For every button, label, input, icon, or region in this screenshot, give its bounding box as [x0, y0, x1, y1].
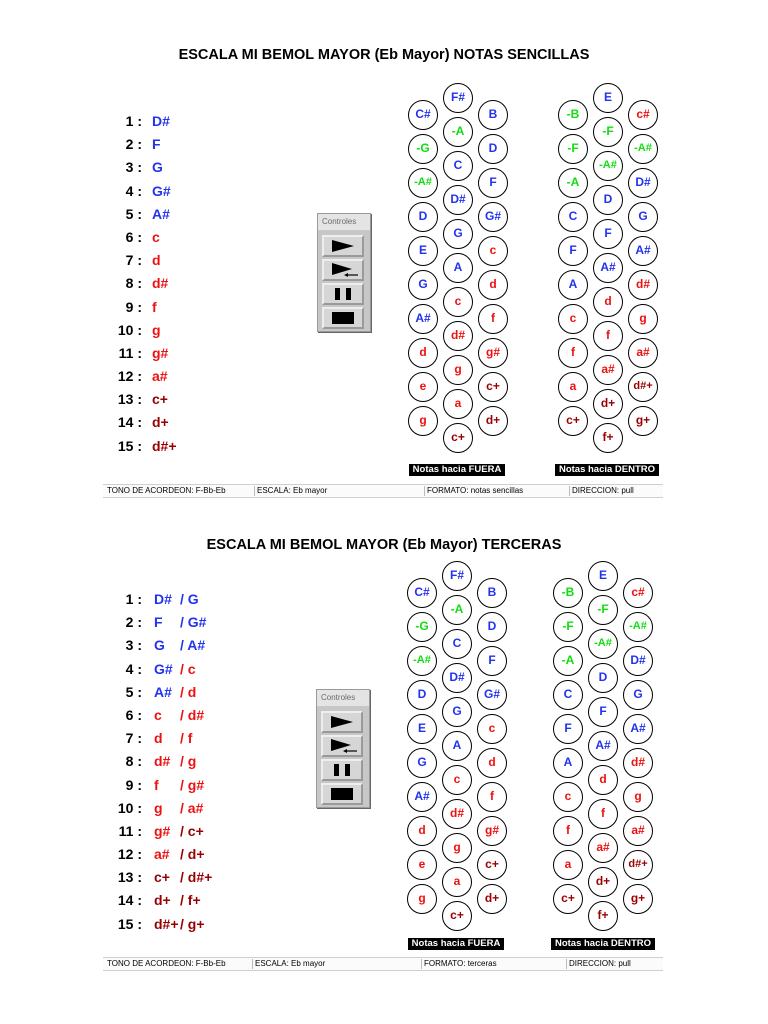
note-primary: d#	[152, 275, 169, 292]
note-third: / G#	[180, 614, 207, 631]
row-number: 15 :	[117, 915, 142, 932]
controls-caption: Controles	[318, 214, 370, 230]
accordion-key[interactable]: a	[558, 372, 588, 402]
accordion-key[interactable]: d	[407, 816, 437, 846]
row-number: 7 :	[125, 730, 142, 747]
note-row	[100, 435, 300, 458]
row-number: 10 :	[117, 321, 142, 338]
note-third: / g#	[180, 776, 205, 793]
note-third: / c	[180, 660, 196, 677]
accordion-key[interactable]: a#	[628, 338, 658, 368]
status-bar-1	[103, 484, 663, 498]
accordion-key[interactable]: c+	[553, 884, 583, 914]
note-third: / a#	[180, 799, 204, 816]
row-number: 8 :	[125, 753, 142, 770]
note-third: / G	[180, 591, 199, 607]
row-number: 9 :	[125, 776, 142, 793]
play-loop-button[interactable]	[321, 735, 363, 757]
note-third: / d+	[180, 846, 205, 863]
accordion-key[interactable]: -B	[558, 100, 588, 130]
accordion-key[interactable]: F	[553, 714, 583, 744]
accordion-key[interactable]: -A	[442, 595, 472, 625]
accordion-key[interactable]: c+	[478, 372, 508, 402]
accordion-key[interactable]: D	[588, 663, 618, 693]
accordion-key[interactable]: G	[442, 697, 472, 727]
accordion-key[interactable]: A#	[593, 253, 623, 283]
accordion-key[interactable]: A	[558, 270, 588, 300]
accordion-key[interactable]: d	[588, 765, 618, 795]
row-number: 11 :	[118, 344, 142, 361]
accordion-key[interactable]: G	[407, 748, 437, 778]
note-row	[100, 727, 300, 750]
row-number: 10 :	[117, 799, 142, 816]
play-loop-button[interactable]	[322, 259, 364, 281]
accordion-key[interactable]: F	[558, 236, 588, 266]
note-row	[100, 156, 300, 179]
accordion-key[interactable]: a	[442, 867, 472, 897]
inner-label-2: Notas hacia DENTRO	[551, 938, 655, 950]
accordion-key[interactable]: g	[407, 884, 437, 914]
accordion-key[interactable]: A	[443, 253, 473, 283]
accordion-key[interactable]: g	[623, 782, 653, 812]
note-primary: d+	[154, 892, 171, 909]
accordion-key[interactable]: F#	[442, 561, 472, 591]
accordion-key[interactable]: c+	[443, 423, 473, 453]
accordion-key[interactable]: D#	[442, 663, 472, 693]
accordion-key[interactable]: C	[553, 680, 583, 710]
note-row	[100, 658, 300, 681]
accordion-key[interactable]: c+	[442, 901, 472, 931]
accordion-key[interactable]: c	[442, 765, 472, 795]
note-list-1	[100, 110, 300, 458]
note-row	[100, 133, 300, 156]
row-number: 14 :	[117, 892, 142, 909]
accordion-key[interactable]: g	[628, 304, 658, 334]
accordion-key[interactable]: d#	[443, 321, 473, 351]
accordion-key[interactable]: g#	[478, 338, 508, 368]
accordion-key[interactable]: d+	[588, 867, 618, 897]
status-direccion: DIRECCION: pull	[569, 486, 634, 496]
note-third: / g+	[180, 915, 205, 932]
status-tono: TONO DE ACORDEON: F-Bb-Eb	[107, 486, 226, 495]
note-primary: d+	[152, 414, 169, 431]
note-row	[100, 704, 300, 727]
note-third: / c+	[180, 822, 204, 839]
note-row	[100, 226, 300, 249]
note-row	[100, 750, 300, 773]
row-number: 14 :	[117, 414, 142, 431]
row-number: 13 :	[117, 869, 142, 886]
note-third: / d#+	[180, 869, 213, 886]
note-primary: A#	[154, 683, 172, 700]
row-number: 5 :	[125, 205, 142, 222]
row-number: 6 :	[125, 228, 142, 245]
row-number: 6 :	[125, 706, 142, 723]
note-primary: d	[152, 252, 161, 269]
controls-panel-2	[316, 689, 370, 808]
note-row	[100, 820, 300, 843]
accordion-key[interactable]: A	[553, 748, 583, 778]
note-row	[100, 296, 300, 319]
accordion-key[interactable]: d	[478, 270, 508, 300]
accordion-key[interactable]: D#	[623, 646, 653, 676]
accordion-key[interactable]: g	[442, 833, 472, 863]
note-row	[100, 388, 300, 411]
accordion-key[interactable]: a	[553, 850, 583, 880]
note-third: / f+	[180, 892, 201, 909]
note-primary: d#+	[152, 437, 177, 454]
accordion-key[interactable]: d#	[623, 748, 653, 778]
status-formato: FORMATO: notas sencillas	[424, 486, 523, 496]
accordion-key[interactable]: d	[408, 338, 438, 368]
note-third: / d	[180, 683, 197, 700]
accordion-key[interactable]: -A	[553, 646, 583, 676]
accordion-key[interactable]: D	[477, 612, 507, 642]
accordion-key[interactable]: -F	[593, 117, 623, 147]
note-row	[100, 889, 300, 912]
row-number: 4 :	[125, 182, 142, 199]
accordion-key[interactable]: C	[558, 202, 588, 232]
accordion-key[interactable]: e	[408, 372, 438, 402]
note-row	[100, 272, 300, 295]
pause-button[interactable]	[322, 283, 364, 305]
accordion-key[interactable]: d+	[477, 884, 507, 914]
accordion-key[interactable]: -A#	[623, 612, 653, 642]
accordion-key[interactable]: g+	[623, 884, 653, 914]
row-number: 1 :	[125, 113, 142, 129]
accordion-key[interactable]: d#+	[628, 372, 658, 402]
note-primary: d#	[154, 753, 171, 770]
status-bar-2	[103, 957, 663, 971]
accordion-key[interactable]: c#	[623, 578, 653, 608]
status-escala: ESCALA: Eb mayor	[252, 959, 325, 969]
accordion-key[interactable]: f	[477, 782, 507, 812]
accordion-key[interactable]: G#	[477, 680, 507, 710]
note-primary: f	[154, 776, 159, 793]
outer-label-2: Notas hacia FUERA	[408, 938, 504, 950]
note-primary: a#	[154, 846, 170, 863]
note-primary: f	[152, 298, 157, 315]
accordion-key[interactable]: f	[478, 304, 508, 334]
status-formato: FORMATO: terceras	[421, 959, 497, 969]
note-primary: D#	[154, 591, 172, 607]
accordion-key[interactable]: -A	[443, 117, 473, 147]
accordion-key[interactable]: -A#	[408, 168, 438, 198]
accordion-key[interactable]: f	[593, 321, 623, 351]
note-row	[100, 681, 300, 704]
accordion-key[interactable]: e	[407, 850, 437, 880]
note-row	[100, 611, 300, 634]
controls-caption: Controles	[317, 690, 369, 706]
note-row	[100, 203, 300, 226]
row-number: 7 :	[125, 252, 142, 269]
note-list-2	[100, 588, 300, 936]
accordion-key[interactable]: E	[593, 83, 623, 113]
accordion-key[interactable]: c#	[628, 100, 658, 130]
accordion-key[interactable]: D	[593, 185, 623, 215]
note-row	[100, 797, 300, 820]
accordion-key[interactable]: d+	[478, 406, 508, 436]
note-row	[100, 913, 300, 936]
accordion-key[interactable]: c	[443, 287, 473, 317]
accordion-key[interactable]: c	[558, 304, 588, 334]
row-number: 5 :	[125, 683, 142, 700]
note-primary: c+	[152, 391, 168, 408]
accordion-key[interactable]: -G	[408, 134, 438, 164]
accordion-key[interactable]: d	[477, 748, 507, 778]
accordion-key[interactable]: B	[477, 578, 507, 608]
row-number: 8 :	[125, 275, 142, 292]
accordion-key[interactable]: -B	[553, 578, 583, 608]
note-row	[100, 866, 300, 889]
row-number: 3 :	[125, 637, 142, 654]
note-primary: d#+	[154, 915, 179, 932]
pause-button[interactable]	[321, 759, 363, 781]
accordion-key[interactable]: c	[477, 714, 507, 744]
note-row	[100, 249, 300, 272]
accordion-key[interactable]: -G	[407, 612, 437, 642]
accordion-key[interactable]: A#	[628, 236, 658, 266]
accordion-key[interactable]: f+	[593, 423, 623, 453]
note-primary: D#	[152, 113, 170, 129]
accordion-key[interactable]: -A#	[628, 134, 658, 164]
accordion-key[interactable]: A#	[408, 304, 438, 334]
accordion-key[interactable]: a#	[588, 833, 618, 863]
row-number: 9 :	[125, 298, 142, 315]
accordion-key[interactable]: D	[478, 134, 508, 164]
accordion-key[interactable]: G	[623, 680, 653, 710]
note-row	[100, 342, 300, 365]
accordion-key[interactable]: A#	[407, 782, 437, 812]
note-primary: F	[154, 614, 163, 631]
accordion-key[interactable]: g	[443, 355, 473, 385]
accordion-key[interactable]: f	[558, 338, 588, 368]
status-escala: ESCALA: Eb mayor	[254, 486, 327, 496]
note-row	[100, 774, 300, 797]
accordion-key[interactable]: F	[588, 697, 618, 727]
accordion-key[interactable]: g	[408, 406, 438, 436]
accordion-key[interactable]: -A#	[407, 646, 437, 676]
note-primary: g	[154, 799, 163, 816]
note-primary: c	[154, 706, 162, 723]
accordion-key[interactable]: D	[407, 680, 437, 710]
accordion-key[interactable]: f+	[588, 901, 618, 931]
note-row	[100, 110, 300, 133]
accordion-key[interactable]: -F	[553, 612, 583, 642]
note-row	[100, 365, 300, 388]
note-primary: G	[152, 159, 163, 176]
accordion-key[interactable]: F	[477, 646, 507, 676]
accordion-key[interactable]: -F	[558, 134, 588, 164]
note-primary: c	[152, 228, 160, 245]
accordion-key[interactable]: C#	[408, 100, 438, 130]
accordion-key[interactable]: A#	[623, 714, 653, 744]
accordion-key[interactable]: f	[588, 799, 618, 829]
play-button[interactable]	[322, 235, 364, 257]
row-number: 12 :	[117, 846, 142, 863]
accordion-key[interactable]: f	[553, 816, 583, 846]
accordion-key[interactable]: -A#	[588, 629, 618, 659]
accordion-key[interactable]: F	[478, 168, 508, 198]
accordion-key[interactable]: -A#	[593, 151, 623, 181]
note-primary: G#	[154, 660, 173, 677]
row-number: 15 :	[117, 437, 142, 454]
accordion-key[interactable]: A#	[588, 731, 618, 761]
accordion-key[interactable]: G	[408, 270, 438, 300]
accordion-key[interactable]: a#	[623, 816, 653, 846]
accordion-key[interactable]: c+	[558, 406, 588, 436]
row-number: 13 :	[117, 391, 142, 408]
note-third: / f	[180, 730, 193, 747]
accordion-key[interactable]: F	[593, 219, 623, 249]
note-primary: A#	[152, 205, 170, 222]
accordion-key[interactable]: c	[553, 782, 583, 812]
accordion-key[interactable]: d#+	[623, 850, 653, 880]
note-primary: d	[154, 730, 163, 747]
row-number: 2 :	[125, 614, 142, 631]
outer-label-1: Notas hacia FUERA	[409, 464, 505, 476]
note-row	[100, 411, 300, 434]
accordion-key[interactable]: a	[443, 389, 473, 419]
note-row	[100, 843, 300, 866]
accordion-key[interactable]: d#	[442, 799, 472, 829]
accordion-key[interactable]: A	[442, 731, 472, 761]
note-primary: g	[152, 321, 161, 338]
accordion-key[interactable]: g+	[628, 406, 658, 436]
stop-button[interactable]	[321, 783, 363, 805]
accordion-key[interactable]: B	[478, 100, 508, 130]
note-primary: g#	[154, 822, 171, 839]
accordion-key[interactable]: d+	[593, 389, 623, 419]
accordion-key[interactable]: G	[628, 202, 658, 232]
accordion-key[interactable]: -A	[558, 168, 588, 198]
controls-panel-1	[317, 213, 371, 332]
row-number: 11 :	[118, 822, 142, 839]
accordion-key[interactable]: D#	[628, 168, 658, 198]
accordion-key[interactable]: E	[408, 236, 438, 266]
note-row	[100, 319, 300, 342]
stop-button[interactable]	[322, 307, 364, 329]
section-title-2: ESCALA MI BEMOL MAYOR (Eb Mayor) TERCERAS	[206, 537, 562, 553]
note-row	[100, 588, 300, 611]
accordion-key[interactable]: E	[407, 714, 437, 744]
accordion-key[interactable]: g#	[477, 816, 507, 846]
accordion-key[interactable]: D	[408, 202, 438, 232]
inner-label-1: Notas hacia DENTRO	[555, 464, 659, 476]
note-row	[100, 634, 300, 657]
row-number: 12 :	[117, 368, 142, 385]
note-primary: g#	[152, 344, 169, 361]
accordion-key[interactable]: E	[588, 561, 618, 591]
accordion-key[interactable]: G#	[478, 202, 508, 232]
accordion-key[interactable]: F#	[443, 83, 473, 113]
play-button[interactable]	[321, 711, 363, 733]
note-primary: F	[152, 136, 161, 153]
row-number: 3 :	[125, 159, 142, 176]
accordion-key[interactable]: c	[478, 236, 508, 266]
row-number: 2 :	[125, 136, 142, 153]
accordion-key[interactable]: a#	[593, 355, 623, 385]
accordion-key[interactable]: d	[593, 287, 623, 317]
accordion-key[interactable]: C	[443, 151, 473, 181]
note-third: / d#	[180, 706, 205, 723]
note-primary: c+	[154, 869, 170, 886]
note-primary: a#	[152, 368, 168, 385]
status-tono: TONO DE ACORDEON: F-Bb-Eb	[107, 959, 226, 968]
accordion-key[interactable]: G	[443, 219, 473, 249]
accordion-key[interactable]: D#	[443, 185, 473, 215]
note-third: / A#	[180, 637, 206, 654]
section-title-1: ESCALA MI BEMOL MAYOR (Eb Mayor) NOTAS SENCILLAS	[178, 47, 590, 63]
accordion-key[interactable]: C	[442, 629, 472, 659]
row-number: 4 :	[125, 660, 142, 677]
note-third: / g	[180, 753, 197, 770]
note-primary: G	[154, 637, 165, 654]
accordion-key[interactable]: c+	[477, 850, 507, 880]
row-number: 1 :	[125, 591, 142, 607]
note-row	[100, 180, 300, 203]
status-direccion: DIRECCION: pull	[566, 959, 631, 969]
accordion-key[interactable]: -F	[588, 595, 618, 625]
accordion-key[interactable]: d#	[628, 270, 658, 300]
note-primary: G#	[152, 182, 171, 199]
accordion-key[interactable]: C#	[407, 578, 437, 608]
